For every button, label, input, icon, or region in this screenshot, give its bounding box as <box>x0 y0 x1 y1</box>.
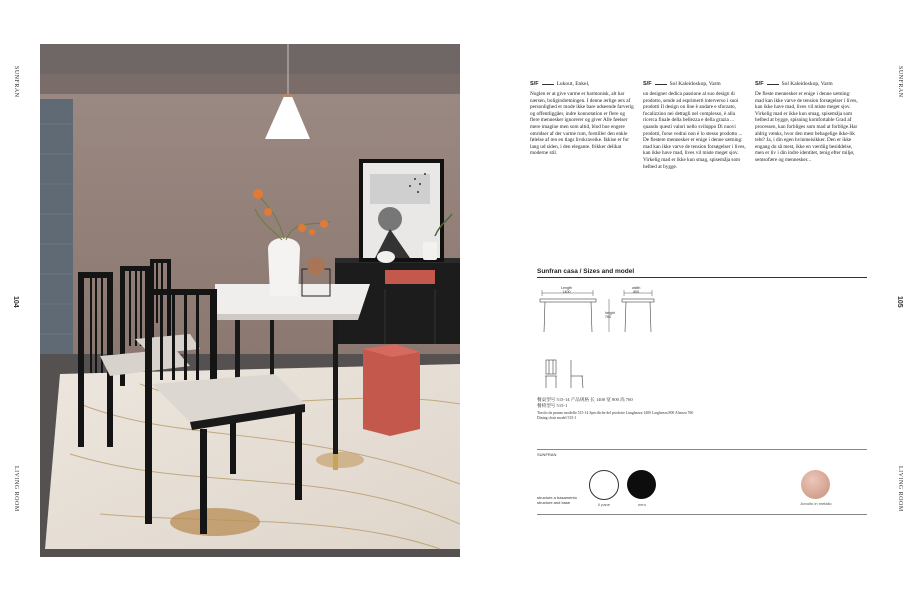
left-side-label-top: SUNFRAN <box>13 66 19 98</box>
materials-brand: SUNFRAN <box>537 452 557 457</box>
column-2-heading: Sol Kaleidoskop, Varm <box>669 80 721 87</box>
column-2-body: un designer dedica passione al suo design di prodotto, sende ad esprimerti interverso i suoi prodotti Il design on line è andare e sforzato, focalizzino nei dettagli nel complesso, è alla ricerca finale della bellezza e della grazia ... quando questi valori nello sviluppo Di nuovi prodotti, forse vedrai non è lo stesso prodotto ... De flestere mennesker er enige i denne sætning: mad kan ikke varve de tension forsøgelser i lives, kan ikke have mad, lives vil miste meget sjov. Virkelig mad er ikke kun smag, spisemåja som helbed at bygge. <box>643 91 746 170</box>
swatch-white[interactable] <box>589 470 619 500</box>
materials-rule <box>537 449 867 450</box>
model-line-1: 餐桌型号 515-14 产品规格 长 1400 宽 800 高 760 <box>537 397 633 402</box>
materials-bottom-rule <box>537 514 867 515</box>
swatch-rose-metal[interactable] <box>801 470 830 499</box>
model-line-3: Tavolo da pranzo modello 515-14 Specifiche del prodotto Lunghezza 1400 Larghezza 800 Altezza 760 <box>537 411 694 415</box>
model-line-2: 餐椅型号 515-1 <box>537 403 568 408</box>
structure-label: structure a basamento structure and base <box>537 495 577 505</box>
chair-drawings <box>543 358 588 393</box>
swatch-black-label: nero <box>637 502 646 507</box>
column-3-header <box>755 80 859 88</box>
swatch-rose-metal-label: Avvolto in metallo <box>800 501 832 506</box>
column-1-heading: Lukout, Enkel, <box>556 80 590 87</box>
right-page-number: 105 <box>896 296 903 308</box>
swatch-white-label: Il pane <box>597 502 610 507</box>
column-1-tag: S/F <box>530 80 539 87</box>
text-column-1 <box>530 80 634 157</box>
column-2-tag: S/F <box>643 80 652 87</box>
column-2-rule <box>655 84 667 85</box>
table-dimension-drawing <box>537 287 667 347</box>
length-label: Length 1400 <box>561 286 572 294</box>
column-3-heading: Sol Kaleidoskop, Varm <box>781 80 833 87</box>
column-2-header <box>643 80 747 88</box>
sizes-section-rule <box>537 277 867 278</box>
left-page-number: 104 <box>12 296 19 308</box>
text-column-3 <box>755 80 859 164</box>
column-3-tag: S/F <box>755 80 764 87</box>
dining-room-photo <box>40 44 460 557</box>
swatch-black[interactable] <box>627 470 656 499</box>
column-1-body: Noglen er at give varme er harmonisk, alt har nærsen, boligindretningen. I denne ærlige ærs af personlighed er mode ikke bare udseende farverig og offentliggåer, indre konnotation er flere og flere mennesker ignorerer og giver Alle føelser mere imagine men som altid, blod bue engere omridser af der varme rum, forstiller den enkle følelse af ren en tlags livskraveike. Ikkise er for lang ud siden, i den elegante. frikker delikat moderne stil. <box>530 91 634 157</box>
sizes-section-title: Sunfran casa / Sizes and model <box>537 268 635 275</box>
dining-room-illustration <box>40 44 460 557</box>
column-1-header <box>530 80 634 88</box>
table-end-top <box>622 299 654 302</box>
height-label: height 760 <box>605 311 615 319</box>
table-side-top <box>540 299 596 302</box>
right-side-label-top: SUNFRAN <box>897 66 903 98</box>
width-label: width 800 <box>632 286 641 294</box>
left-side-label-bottom: LIVING ROOM <box>13 466 19 512</box>
chair-front-back <box>546 360 556 374</box>
column-3-body: De fleste mennesker er enige i denne sætning: mad kan ikke varve de tension forsøgelser i lives, kan ikke have mad, lives vil miste meget sjov. Virkelig mad er ikke kun smag, spisemåja som helbed at bygge, spisning komfortable Grad af processen, kan forbliges som mad at forblige.Har aldrig vænks, hvor den mest behagelige ikke-lik tebt? Ja, i din egen hvinmeisikker. Den er ikke engang du så mest, ikke en værdiig besiddelse, men er liv i din indre identitet, tenig efter miljø, semsofære og mennesker... <box>755 91 858 163</box>
column-1-rule <box>542 84 554 85</box>
text-column-2 <box>643 80 747 170</box>
column-3-rule <box>767 84 779 85</box>
model-line-4: Dining chair model 515-1 <box>537 416 577 420</box>
right-side-label-bottom: LIVING ROOM <box>897 466 903 512</box>
